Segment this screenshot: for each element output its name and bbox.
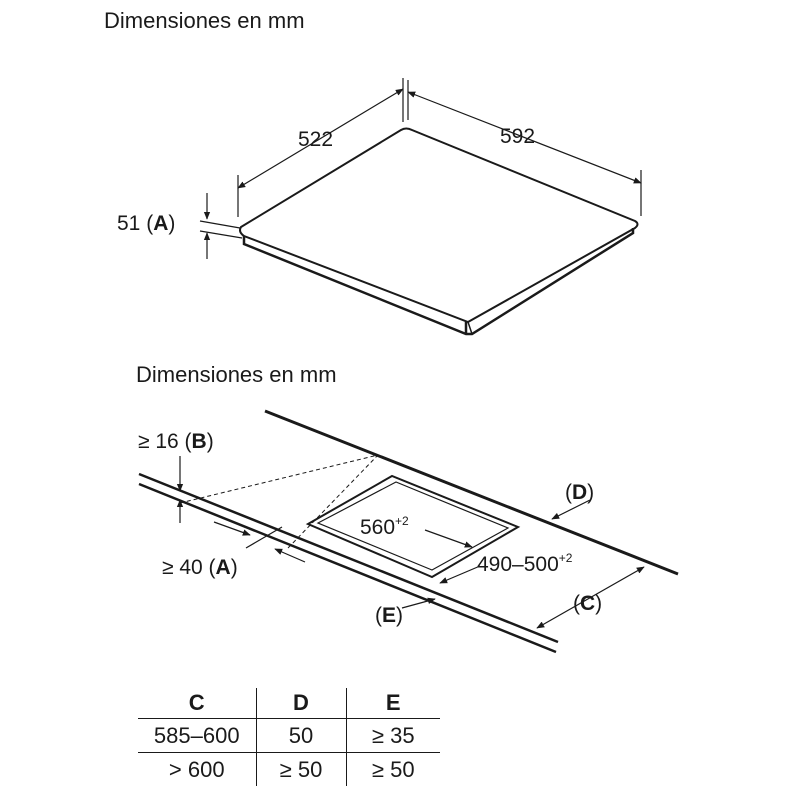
bottom-diagram-title: Dimensiones en mm bbox=[136, 362, 337, 387]
table-cell: 585–600 bbox=[138, 719, 256, 753]
cooktop-top-surface bbox=[240, 129, 638, 323]
dim-e-label: (E) bbox=[375, 604, 404, 627]
dim-cutout-width-label: $560^{+2}$ bbox=[360, 514, 409, 539]
top-diagram-title: Dimensiones en mm bbox=[104, 8, 305, 33]
dim-cutout-depth-label: $490-500^{+2}$ bbox=[477, 551, 573, 576]
table-cell: 50 bbox=[256, 719, 346, 753]
table-cell: ≥ 35 bbox=[346, 719, 440, 753]
table-cell: ≥ 50 bbox=[346, 753, 440, 787]
dim-width bbox=[408, 80, 641, 216]
table-header-e: E bbox=[346, 688, 440, 719]
dim-d-label: (D) bbox=[565, 481, 595, 504]
table-cell: > 600 bbox=[138, 753, 256, 787]
table-header-row bbox=[138, 688, 440, 719]
dim-cutout-width-arrow bbox=[425, 530, 472, 547]
table-row bbox=[138, 719, 440, 753]
dim-a-label: ≥ 40 (A) bbox=[162, 556, 238, 579]
clearance-table bbox=[138, 688, 440, 786]
dim-b-label: ≥ 16 (B) bbox=[138, 430, 214, 453]
cooktop-drawing bbox=[240, 129, 638, 335]
table-header-c: C bbox=[188, 690, 205, 715]
worktop-drawing bbox=[139, 411, 678, 652]
dim-c-label: (C) bbox=[573, 592, 603, 615]
dim-width-label: 592 bbox=[500, 125, 536, 148]
dim-e-arrow bbox=[402, 599, 435, 608]
dim-height-label: 51 (A) bbox=[117, 212, 176, 235]
dim-height bbox=[200, 193, 242, 259]
table-header-d: D bbox=[256, 688, 346, 719]
cooktop-thickness-edge bbox=[244, 228, 633, 334]
dim-depth-label: 522 bbox=[298, 128, 334, 151]
table-row bbox=[138, 753, 440, 787]
table-cell: ≥ 50 bbox=[256, 753, 346, 787]
